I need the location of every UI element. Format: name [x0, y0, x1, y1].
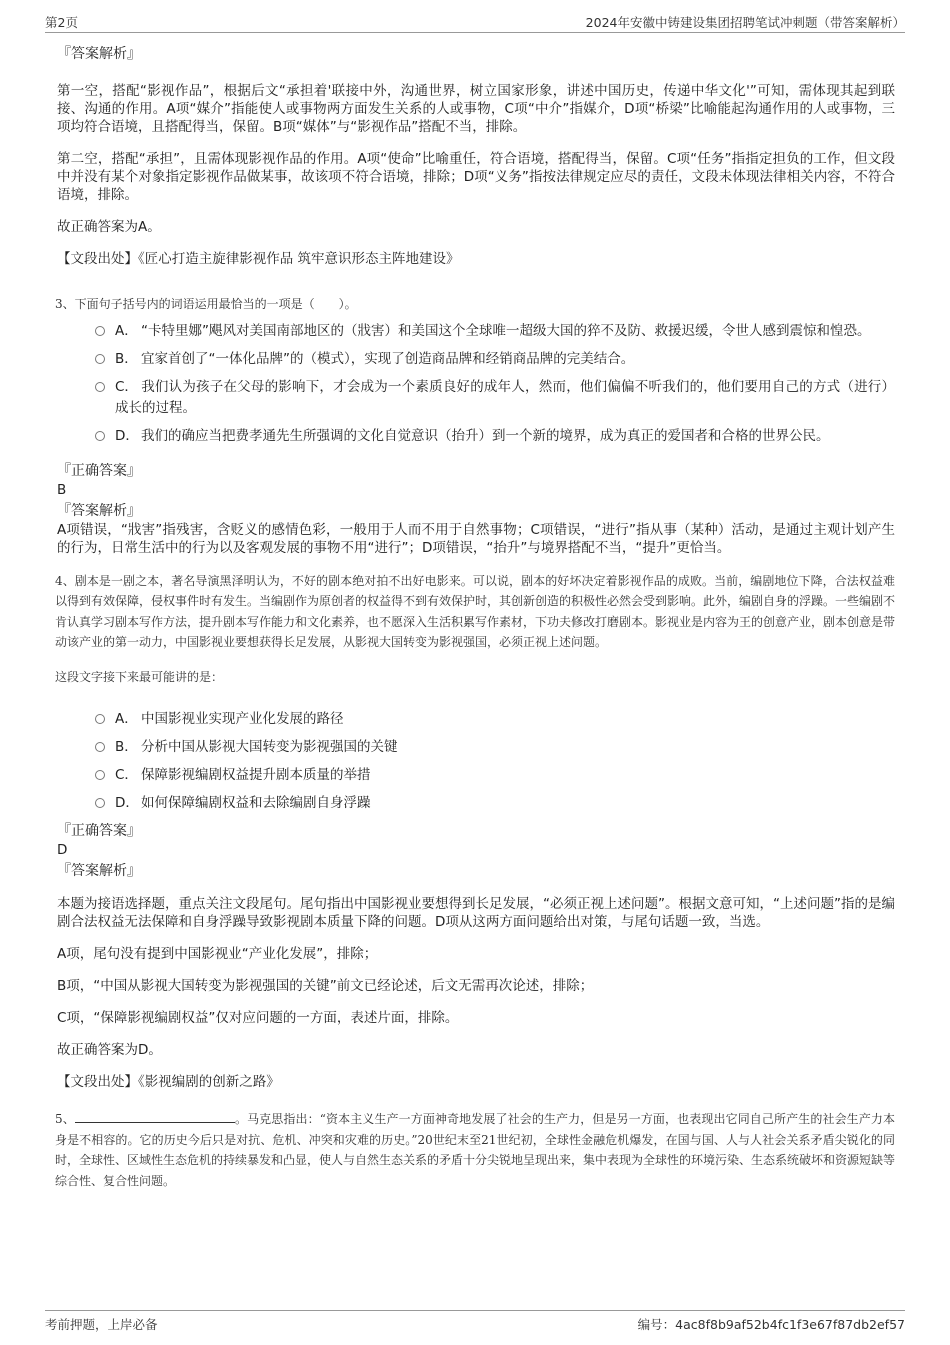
radio-icon[interactable] [95, 714, 105, 724]
question-4 [55, 571, 895, 1092]
q4-stem: 4、剧本是一剧之本，著名导演黑泽明认为，不好的剧本绝对拍不出好电影来。可以说，剧本的好坏决定着影视作品的成败。当前，编剧地位下降，合法权益难以得到有效保障，侵权事件时有发生。当编剧作为原创者的权益得不到有效保护时，其创新创造的积极性必然会受到影响。此外，编剧自身的浮躁。一些编剧不肯认真学习剧本写作方法，提升剧本写作能力和文化素养，也不愿深入生活积累写作素材，下功夫修改打磨剧本。影视业是内容为王的创意产业，剧本创意是带动该产业的第一动力，中国影视业要想获得长足发展，从影视大国转变为影视强国，必须正视上述问题。 [55, 573, 896, 649]
q4-analysis-intro: 本题为接语选择题，重点关注文段尾句。尾句指出中国影视业要想得到长足发展，“必须正视上述问题”。根据文意可知，“上述问题”指的是编剧合法权益无法保障和自身浮躁导致影视剧本质量下降的问题。D项从这两方面问题给出对策，与尾句话题一致，当选。 [57, 896, 895, 930]
option-letter: A． [115, 711, 138, 727]
q2-analysis-label: 『答案解析』 [57, 46, 141, 62]
radio-icon[interactable] [95, 326, 105, 336]
radio-icon[interactable] [95, 770, 105, 780]
q5-blank [75, 1110, 235, 1123]
main-content [55, 42, 895, 1191]
q4-correct-label: 『正确答案』 [57, 823, 141, 839]
option-letter: A． [115, 322, 138, 339]
option-text: 宜家首创了“一体化品牌”的（模式），实现了创造商品牌和经销商品牌的完美结合。 [141, 350, 635, 367]
q4-option-b[interactable] [95, 737, 895, 758]
q2-analysis-section [55, 44, 895, 268]
q4-analysis-b: B项，“中国从影视大国转变为影视强国的关键”前文已经论述，后文无需再次论述，排除； [57, 978, 594, 994]
q4-source: 【文段出处】《影视编剧的创新之路》 [57, 1074, 280, 1090]
footer-code-label: 编号： [637, 1317, 676, 1332]
footer-code-value: 4ac8f8b9af52b4fc1f3e67f87db2ef57 [675, 1317, 905, 1332]
q4-option-c[interactable] [95, 765, 895, 786]
q3-correct-answer: B [57, 481, 67, 498]
option-letter: D． [115, 795, 139, 811]
q4-options [95, 709, 895, 814]
q2-analysis-para2: 第二空，搭配“承担”，且需体现影视作品的作用。A项“使命”比喻重任，符合语境，搭配得当，保留。C项“任务”指指定担负的工作，但文段中并没有某个对象指定影视作品做某事，故该项不符合语境，排除；D项“义务”指按法律规定应尽的责任，文段未体现法律相关内容，不符合语境，排除。 [57, 151, 895, 203]
option-letter: D． [115, 427, 139, 444]
q4-analysis-c: C项，“保障影视编剧权益”仅对应问题的一方面，表述片面，排除。 [57, 1010, 459, 1026]
q4-analysis-a: A项，尾句没有提到中国影视业“产业化发展”，排除； [57, 946, 378, 962]
radio-icon[interactable] [95, 742, 105, 752]
question-3 [55, 294, 895, 557]
q4-correct-answer: D [57, 842, 68, 858]
q3-analysis: A项错误，“戕害”指残害，含贬义的感情色彩，一般用于人而不用于自然事物；C项错误，“进行”指从事（某种）活动，是通过主观计划产生的行为，日常生活中的行为以及客观发展的事物不用“进行”；D项错误，“抬升”与境界搭配不当，“提升”更恰当。 [57, 521, 895, 556]
option-text: “卡特里娜”飓风对美国南部地区的（戕害）和美国这个全球唯一超级大国的猝不及防、救援迟缓，令世人感到震惊和惶恐。 [141, 322, 871, 339]
option-letter: B． [115, 739, 138, 755]
option-text: 我们的确应当把费孝通先生所强调的文化自觉意识（抬升）到一个新的境界，成为真正的爱国者和合格的世界公民。 [141, 427, 830, 444]
q3-analysis-label: 『答案解析』 [57, 502, 141, 519]
q3-option-c[interactable] [95, 377, 895, 419]
q4-conclusion: 故正确答案为D。 [57, 1042, 162, 1058]
q4-question: 这段文字接下来最可能讲的是： [55, 669, 224, 684]
q3-correct-label: 『正确答案』 [57, 462, 141, 479]
q3-option-b[interactable] [95, 349, 895, 370]
q5-stem-block [55, 1109, 895, 1191]
footer-slogan: 考前押题，上岸必备 [45, 1317, 158, 1332]
q5-stem: 。马克思指出：“资本主义生产一方面神奇地发展了社会的生产力，但是另一方面，也表现出它同自己所产生的社会生产力本身是不相容的。它的历史今后只是对抗、危机、冲突和灾难的历史。”20世纪末至21世纪初，全球性金融危机爆发，在国与国、人与人社会关系矛盾尖锐化的同时，全球性、区域性生态危机的持续暴发和凸显，使人与自然生态关系的矛盾十分尖锐地呈现出来，集中表现为全球性的环境污染、生态系统破坏和资源短缺等综合性、复合性问题。 [55, 1112, 896, 1188]
radio-icon[interactable] [95, 382, 105, 392]
q4-option-d[interactable] [95, 793, 895, 814]
q3-option-d[interactable] [95, 426, 895, 447]
radio-icon[interactable] [95, 431, 105, 441]
question-5 [55, 1109, 895, 1191]
option-text: 我们认为孩子在父母的影响下，才会成为一个素质良好的成年人，然而，他们偏偏不听我们的，他们要用自己的方式（进行）成长的过程。 [115, 378, 895, 416]
q5-number: 5、 [55, 1112, 75, 1126]
option-letter: C． [115, 378, 138, 395]
q4-analysis-label: 『答案解析』 [57, 863, 141, 879]
q2-conclusion: 故正确答案为A。 [57, 219, 161, 235]
page-header [45, 10, 905, 33]
q3-options [95, 321, 895, 447]
radio-icon[interactable] [95, 354, 105, 364]
option-text: 保障影视编剧权益提升剧本质量的举措 [141, 767, 371, 783]
option-letter: C． [115, 767, 138, 783]
footer-code [638, 1315, 905, 1333]
document-title: 2024年安徽中铸建设集团招聘笔试冲刺题（带答案解析） [585, 15, 905, 30]
radio-icon[interactable] [95, 798, 105, 808]
option-text: 中国影视业实现产业化发展的路径 [141, 711, 344, 727]
q3-stem: 3、下面句子括号内的词语运用最恰当的一项是（ ）。 [55, 297, 357, 311]
q4-option-a[interactable] [95, 709, 895, 730]
option-text: 如何保障编剧权益和去除编剧自身浮躁 [141, 795, 371, 811]
q2-analysis-para1: 第一空，搭配“影视作品”，根据后文“承担着'联接中外，沟通世界，树立国家形象，讲述中国历史，传递中华文化'”可知，需体现其起到联接、沟通的作用。A项“媒介”指能使人或事物两方面发生关系的人或事物，C项“中介”指媒介，D项“桥梁”比喻能起沟通作用的人或事物，三项均符合语境，且搭配得当，保留。B项“媒体”与“影视作品”搭配不当，排除。 [57, 83, 895, 135]
q2-source: 【文段出处】《匠心打造主旋律影视作品 筑牢意识形态主阵地建设》 [57, 251, 460, 267]
option-text: 分析中国从影视大国转变为影视强国的关键 [141, 739, 398, 755]
page-number: 第2页 [45, 15, 78, 30]
option-letter: B． [115, 350, 138, 367]
page-footer [45, 1310, 905, 1332]
q3-option-a[interactable] [95, 321, 895, 342]
